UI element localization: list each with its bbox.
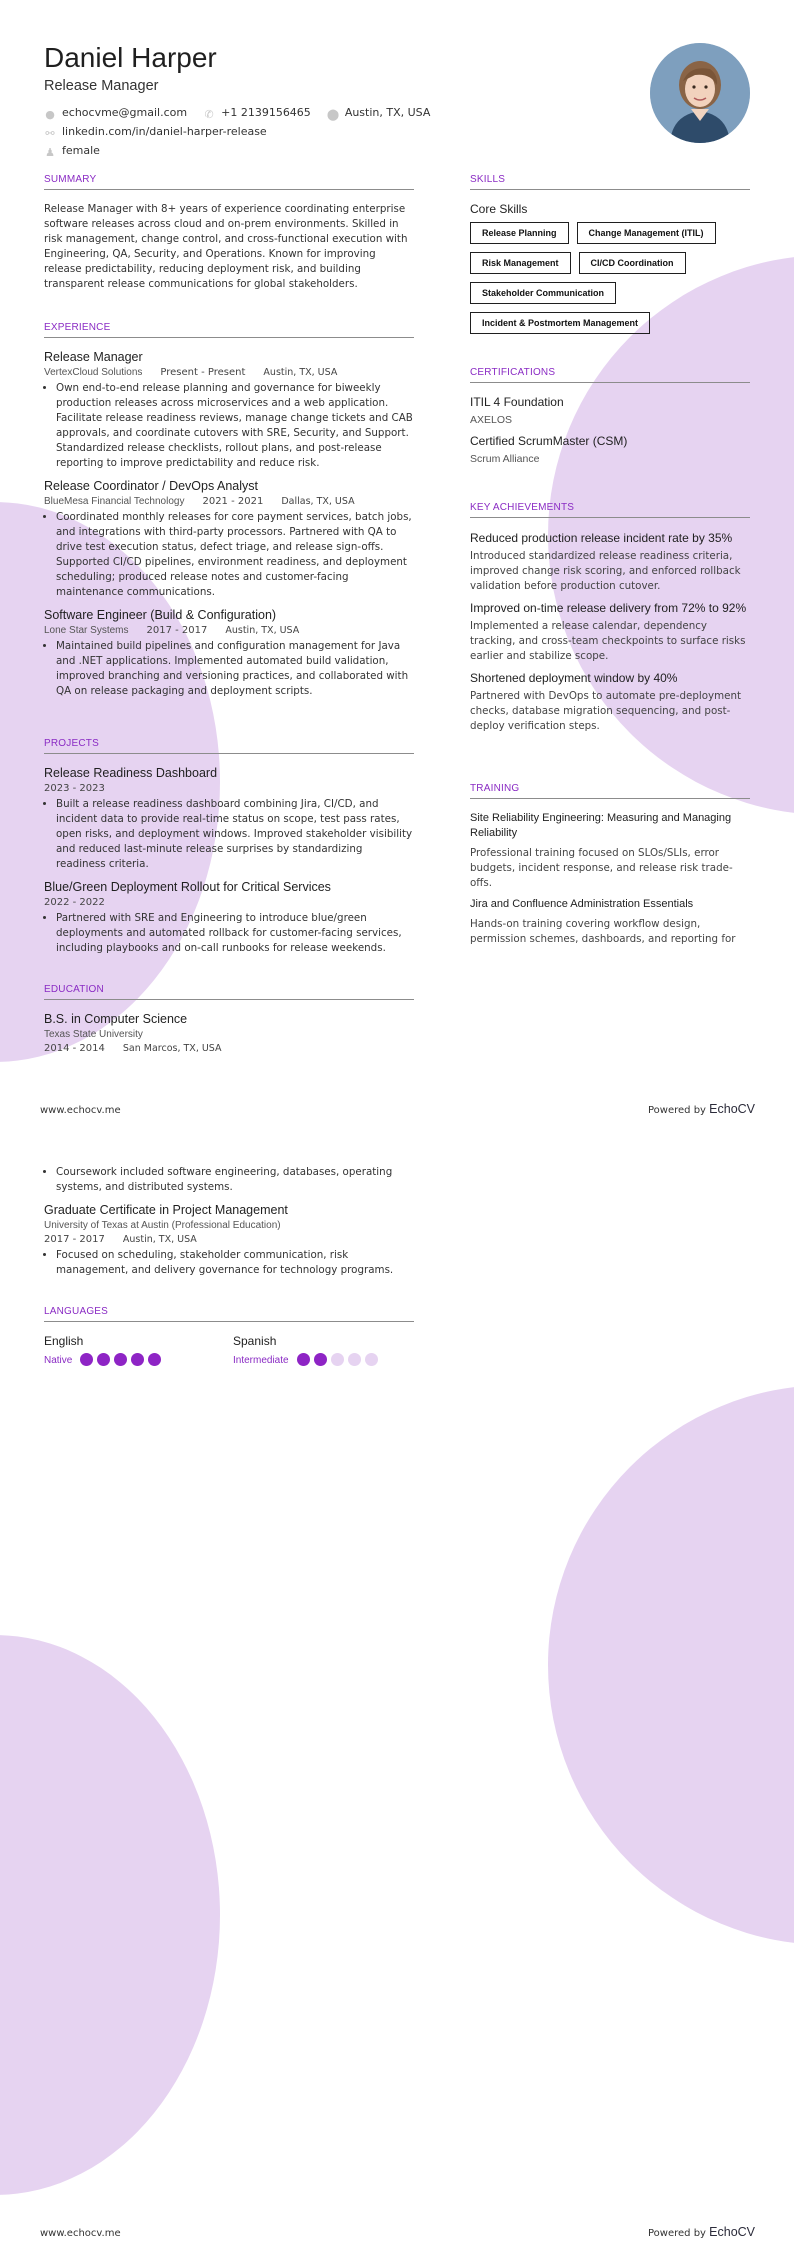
education-bullet: • Focused on scheduling, stakeholder communication, risk management, and delivery governance for technology programs. xyxy=(56,1248,414,1278)
section-title-languages: LANGUAGES xyxy=(44,1306,414,1322)
rating-dot-filled xyxy=(131,1353,144,1366)
section-title-training: TRAINING xyxy=(470,783,750,799)
education-item xyxy=(44,1012,414,1054)
language-name: Spanish xyxy=(233,1334,277,1348)
footer-site[interactable]: www.echocv.me xyxy=(40,1105,121,1116)
achievement-desc: Partnered with DevOps to automate pre-deployment checks, database migration sequencing, and post-deploy verification steps. xyxy=(470,690,742,732)
rating-dot-empty xyxy=(331,1353,344,1366)
contact-location: ⬤ Austin, TX, USA xyxy=(326,106,431,121)
section-title-experience: EXPERIENCE xyxy=(44,322,414,338)
section-title-projects: PROJECTS xyxy=(44,738,414,754)
language-rating xyxy=(297,1351,382,1370)
education-section xyxy=(44,984,414,1057)
job-bullet: • Coordinated monthly releases for core payment services, batch jobs, and integrations with third-party processors. Partnered with QA to drive test execution status, defect triage, and release sign-offs. Supported CI/CD pipelines, environment readiness, and deployment scheduling; produced release notes and customer-facing maintenance communications. xyxy=(56,510,414,600)
job-title: Software Engineer (Build & Configuration) xyxy=(44,608,277,622)
languages-section xyxy=(44,1306,414,1334)
project-dates: 2023 - 2023 xyxy=(44,783,105,794)
project-name: Blue/Green Deployment Rollout for Critical Services xyxy=(44,880,331,894)
education-item xyxy=(44,1203,414,1278)
contact-email[interactable]: ● echocvme@gmail.com xyxy=(45,106,188,121)
rating-dot-filled xyxy=(114,1353,127,1366)
cert-name: Certified ScrumMaster (CSM) xyxy=(470,434,628,448)
language-name: English xyxy=(44,1334,84,1348)
project-bullet: • Partnered with SRE and Engineering to introduce blue/green deployments and automated rollback for customer-facing services, including playbooks and on-call runbooks for release weekends. xyxy=(56,911,414,956)
project-item xyxy=(44,766,414,872)
contact-phone[interactable]: ✆ +1 2139156465 xyxy=(204,106,311,121)
training-desc: Professional training focused on SLOs/SLIs, error budgets, incident response, and release risk trade-offs. xyxy=(470,847,733,889)
summary-text: Release Manager with 8+ years of experience coordinating enterprise software releases across cloud and on-prem environments. Skilled in risk management, change control, and cross-functional execution with Engineering, QA, Security, and Operations. Known for improving release predictability, reducing deployment risk, and building transparent release communications for global stakeholders. xyxy=(44,203,408,290)
section-title-education: EDUCATION xyxy=(44,984,414,1000)
experience-section xyxy=(44,322,414,707)
job-meta: BlueMesa Financial Technology 2021 - 2021 Dallas, TX, USA xyxy=(44,496,355,507)
skill-chip: CI/CD Coordination xyxy=(579,252,686,274)
cert-org: AXELOS xyxy=(470,414,513,426)
job-meta: Lone Star Systems 2017 - 2017 Austin, TX, USA xyxy=(44,625,300,636)
rating-dot-filled xyxy=(314,1353,327,1366)
project-name: Release Readiness Dashboard xyxy=(44,766,218,780)
experience-item xyxy=(44,479,414,600)
section-title-certifications: CERTIFICATIONS xyxy=(470,367,750,383)
avatar xyxy=(650,43,750,143)
skills-group: Core Skills xyxy=(470,202,528,216)
job-title: Release Manager xyxy=(44,350,143,364)
training-desc: Hands-on training covering workflow design, permission schemes, dashboards, and reporting for xyxy=(470,918,736,945)
footer-brand[interactable]: Powered by EchoCV xyxy=(648,1102,756,1116)
contact-gender: ♟ female xyxy=(45,144,100,159)
phone-icon: ✆ xyxy=(204,108,214,121)
education-meta: 2014 - 2014 San Marcos, TX, USA xyxy=(44,1043,222,1054)
job-meta: VertexCloud Solutions Present - Present Austin, TX, USA xyxy=(44,367,338,378)
achievement-title: Reduced production release incident rate by 35% xyxy=(470,531,733,545)
project-item xyxy=(44,880,414,956)
job-bullet: • Own end-to-end release planning and governance for biweekly production releases across microservices and a web application. Facilitate release readiness reviews, manage change tickets and CAB approvals, and coordinate cutovers with SRE, Security, and Support. Standardized release checklists, rollout plans, and post-release reporting to improve predictability and reduce risk. xyxy=(56,381,414,471)
skill-chip: Incident & Postmortem Management xyxy=(470,312,650,334)
job-bullet: • Maintained build pipelines and configuration management for Java and .NET applications. Implemented automated build validation, improved branching and versioning practices, and collaborated with QA on release packaging and deployment scripts. xyxy=(56,639,414,699)
footer-brand[interactable]: Powered by EchoCV xyxy=(648,2225,756,2239)
project-bullet: • Built a release readiness dashboard combining Jira, CI/CD, and incident data to provide real-time status on scope, test pass rates, open risks, and deployment windows. Improved stakeholder visibility and reduced last-minute release surprises by standardizing readiness criteria. xyxy=(56,797,414,872)
contact-linkedin[interactable]: ⚯ linkedin.com/in/daniel-harper-release xyxy=(45,125,267,140)
location-icon: ⬤ xyxy=(326,108,340,121)
language-level: Native xyxy=(44,1355,73,1366)
left-column xyxy=(44,174,414,292)
training-section xyxy=(470,783,750,953)
education-bullet: • Coursework included software engineering, databases, operating systems, and distributed systems. xyxy=(56,1165,414,1195)
link-icon: ⚯ xyxy=(45,127,55,140)
section-title-skills: SKILLS xyxy=(470,174,750,190)
rating-dot-filled xyxy=(97,1353,110,1366)
language-item xyxy=(233,1334,413,1370)
language-level: Intermediate xyxy=(233,1355,289,1366)
rating-dot-filled xyxy=(80,1353,93,1366)
skill-chips xyxy=(470,222,755,334)
section-title-achievements: KEY ACHIEVEMENTS xyxy=(470,502,750,518)
rating-dot-empty xyxy=(348,1353,361,1366)
achievement-title: Improved on-time release delivery from 72% to 92% xyxy=(470,601,747,615)
training-title: Jira and Confluence Administration Essentials xyxy=(470,898,694,910)
achievements-section xyxy=(470,502,750,740)
profile-photo xyxy=(650,43,750,143)
cert-name: ITIL 4 Foundation xyxy=(470,395,564,409)
experience-item xyxy=(44,608,414,699)
job-title: Release Coordinator / DevOps Analyst xyxy=(44,479,258,493)
cert-org: Scrum Alliance xyxy=(470,453,540,465)
skill-chip: Risk Management xyxy=(470,252,571,274)
certifications-section xyxy=(470,367,750,473)
rating-dot-empty xyxy=(365,1353,378,1366)
resume-page-2 xyxy=(0,1123,794,2246)
section-title-summary: SUMMARY xyxy=(44,174,414,190)
footer-site[interactable]: www.echocv.me xyxy=(40,2228,121,2239)
education-meta: 2017 - 2017 Austin, TX, USA xyxy=(44,1234,197,1245)
school: University of Texas at Austin (Professional Education) xyxy=(44,1220,281,1231)
rating-dot-filled xyxy=(148,1353,161,1366)
project-dates: 2022 - 2022 xyxy=(44,897,105,908)
contact-info xyxy=(44,103,624,160)
skill-chip: Release Planning xyxy=(470,222,569,244)
degree: Graduate Certificate in Project Management xyxy=(44,1203,288,1217)
degree: B.S. in Computer Science xyxy=(44,1012,188,1026)
achievement-desc: Implemented a release calendar, dependency tracking, and cross-team checkpoints to surface risks earlier and stabilize scope. xyxy=(470,620,746,662)
training-title: Site Reliability Engineering: Measuring and Managing Reliability xyxy=(470,812,732,839)
language-rating xyxy=(80,1351,165,1370)
skills-section xyxy=(470,174,750,334)
person-icon: ♟ xyxy=(45,146,55,159)
experience-item xyxy=(44,350,414,471)
candidate-name: Daniel Harper xyxy=(44,42,217,73)
skill-chip: Stakeholder Communication xyxy=(470,282,616,304)
language-item xyxy=(44,1334,224,1370)
projects-section xyxy=(44,738,414,964)
achievement-title: Shortened deployment window by 40% xyxy=(470,671,678,685)
skill-chip: Change Management (ITIL) xyxy=(577,222,716,244)
education-continued xyxy=(44,1165,414,1286)
candidate-role: Release Manager xyxy=(44,78,159,94)
email-icon: ● xyxy=(45,108,55,121)
achievement-desc: Introduced standardized release readiness criteria, improved change risk scoring, and enforced rollback validation before production cutover. xyxy=(470,550,741,592)
rating-dot-filled xyxy=(297,1353,310,1366)
school: Texas State University xyxy=(44,1029,143,1040)
